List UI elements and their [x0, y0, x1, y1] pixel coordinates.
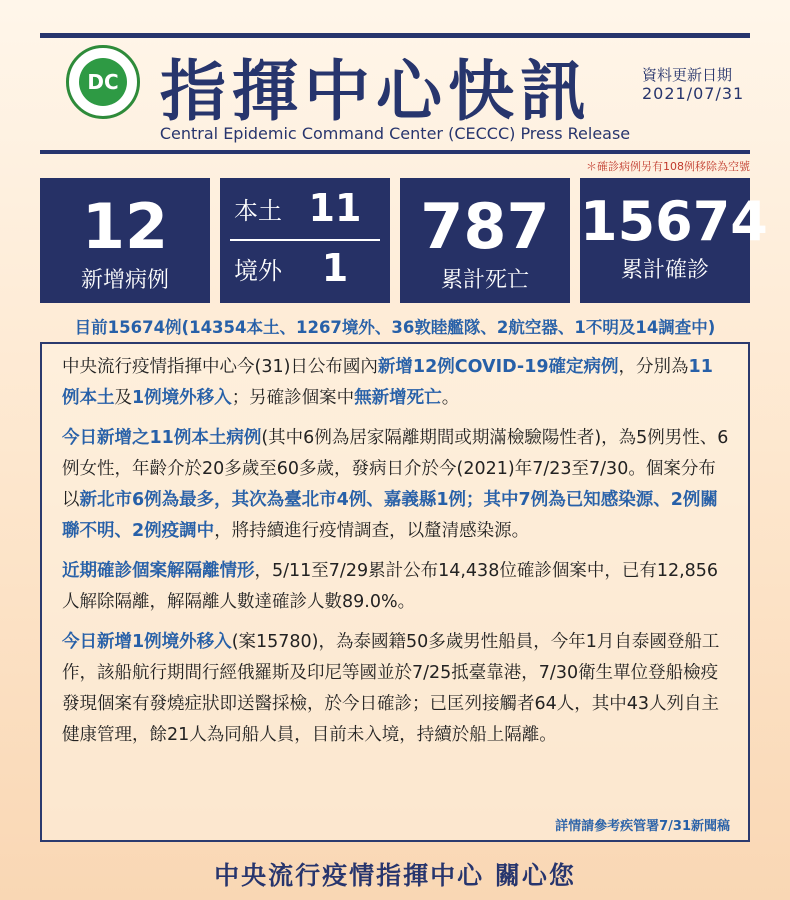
body-text: ，將持續進行疫情調查，以釐清感染源。: [214, 521, 530, 541]
confirmed-value: 15674: [580, 190, 768, 253]
local-value: 11: [308, 186, 362, 230]
removed-cases-note: ＊確診病例另有108例移除為空號: [586, 160, 750, 173]
paragraph: [62, 627, 730, 751]
reference-link[interactable]: 詳情請參考疾管署7/31新聞稿: [555, 819, 730, 834]
card-divider: [230, 239, 380, 241]
local-label: 本土: [234, 196, 282, 225]
paragraph: [62, 352, 730, 414]
highlight-text: 11例本土: [62, 357, 713, 408]
new-cases-card: [40, 178, 210, 303]
body-text: ，分別為: [618, 357, 689, 377]
deaths-card: [400, 178, 570, 303]
deaths-value: 787: [420, 190, 550, 263]
local-imported-card: [220, 178, 390, 303]
highlight-text: 新北市6例為最多，其次為臺北市4例、嘉義縣1例；其中7例為已知感染源、2例關聯不明、2例疫調中: [62, 490, 718, 541]
highlight-text: 1例境外移入: [132, 388, 232, 408]
confirmed-card: [580, 178, 768, 303]
highlight-text: 今日新增1例境外移入: [62, 632, 232, 652]
update-date-value: 2021/07/31: [642, 84, 745, 103]
paragraph-list: [62, 352, 730, 751]
highlight-text: 近期確診個案解隔離情形: [62, 561, 255, 581]
paragraph: [62, 423, 730, 547]
body-text: 及: [114, 388, 132, 408]
footer-slogan: 中央流行疫情指揮中心 關心您: [214, 861, 576, 890]
highlight-text: 無新增死亡: [354, 388, 442, 408]
highlight-text: 新增12例COVID-19確定病例: [377, 357, 619, 377]
body-text: ，5/11至7/29累計公布14,438位確診個案中，已有12,856人解除隔離，解隔離人數達確診人數89.0%。: [62, 561, 719, 612]
body-text: 。: [441, 388, 460, 408]
press-release-body: [40, 342, 750, 842]
highlight-text: 今日新增之11例本土病例: [62, 428, 262, 448]
paragraph: [62, 556, 730, 618]
imported-value: 1: [321, 246, 349, 290]
body-text: ；另確診個案中: [231, 388, 355, 408]
imported-row: [234, 246, 376, 290]
page-title: 指揮中心快訊: [160, 53, 592, 130]
new-cases-value: 12: [81, 190, 169, 263]
new-cases-label: 新增病例: [80, 268, 169, 293]
body-text: 中央流行疫情指揮中心今(31)日公布國內: [62, 357, 378, 377]
local-row: [234, 186, 376, 230]
update-date-label: 資料更新日期: [642, 66, 733, 84]
logo-mark: DC: [79, 58, 127, 106]
page-subtitle: Central Epidemic Command Center (CECCC) Press Release: [159, 124, 631, 143]
header-bottom-rule: [40, 150, 750, 154]
body-text: (其中6例為居家隔離期間或期滿檢驗陽性者)，為5例男性、6例女性，年齡介於20多歲至60多歲，發病日介於今(2021)年7/23至7/30。個案分布以: [62, 428, 729, 510]
cdc-logo-icon: [66, 45, 140, 119]
deaths-label: 累計死亡: [440, 268, 529, 293]
case-summary: 目前15674例(14354本土、1267境外、36敦睦艦隊、2航空器、1不明及14調查中): [74, 318, 716, 337]
confirmed-label: 累計確診: [620, 258, 709, 283]
body-text: (案15780)，為泰國籍50多歲男性船員，今年1月自泰國登船工作，該船航行期間行經俄羅斯及印尼等國並於7/25抵臺靠港，7/30衛生單位登船檢疫發現個案有發燒症狀即送醫採檢，於今日確診；已匡列接觸者64人，其中43人列自主健康管理，餘21人為同船人員，目前未入境，持續於船上隔離。: [62, 632, 720, 745]
imported-label: 境外: [234, 256, 282, 285]
